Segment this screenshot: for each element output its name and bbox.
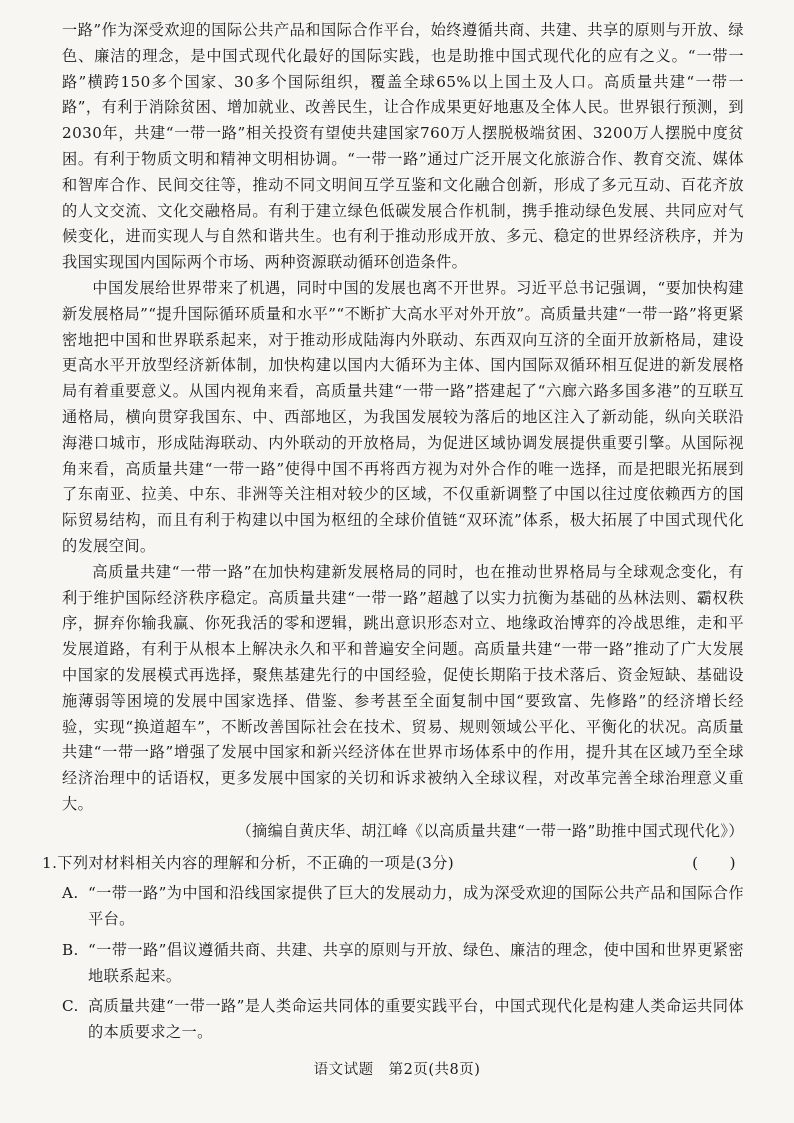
option-letter: A.	[62, 884, 79, 903]
option-b	[62, 938, 744, 990]
article-paragraph-3: 高质量共建“一带一路”在加快构建新发展格局的同时，也在推动世界格局与全球观念变化，有利于维护国际经济秩序稳定。高质量共建“一带一路”超越了以实力抗衡为基础的丛林法则、霸权秩序，摒弃你输我赢、你死我活的零和逻辑，跳出意识形态对立、地缘政治博弈的冷战思维，走和平发展道路，有利于从根本上解决永久和平和普遍安全问题。高质量共建“一带一路”推动了广大发展中国家的发展模式再选择，聚焦基建先行的中国经验，促使长期陷于技术落后、资金短缺、基础设施薄弱等困境的发展中国家选择、借鉴、参考甚至全面复制中国“要致富、先修路”的经济增长经验，实现“换道超车”，不断改善国际社会在技术、贸易、规则领域公平化、平衡化的状况。高质量共建“一带一路”增强了发展中国家和新兴经济体在世界市场体系中的作用，提升其在区域乃至全球经济治理中的话语权，更多发展中国家的关切和诉求被纳入全球议程，对改革完善全球治理意义重大。	[62, 562, 744, 813]
question-stem: 1.下列对材料相关内容的理解和分析，不正确的一项是(3分)	[42, 853, 455, 872]
question-stem-row	[42, 851, 744, 877]
page-footer: 语文试题 第2页(共8页)	[313, 1062, 481, 1078]
option-text: “一带一路”为中国和沿线国家提供了巨大的发展动力，成为深受欢迎的国际公共产品和国际合作平台。	[88, 884, 744, 929]
answer-parentheses: ( )	[692, 853, 736, 872]
option-c	[62, 994, 744, 1046]
article-body	[42, 18, 744, 1046]
option-text: “一带一路”倡议遵循共商、共建、共享的原则与开放、绿色、廉洁的理念，使中国和世界更紧密地联系起来。	[88, 940, 744, 985]
option-letter: B.	[62, 940, 79, 959]
article-paragraph-1: 一路”作为深受欢迎的国际公共产品和国际合作平台，始终遵循共商、共建、共享的原则与开放、绿色、廉洁的理念，是中国式现代化最好的国际实践，也是助推中国式现代化的应有之义。“一带一路”横跨150多个国家、30多个国际组织，覆盖全球65%以上国土及人口。高质量共建“一带一路”，有利于消除贫困、增加就业、改善民生，让合作成果更好地惠及全体人民。世界银行预测，到2030年，共建“一带一路”相关投资有望使共建国家760万人摆脱极端贫困、3200万人摆脱中度贫困。有利于物质文明和精神文明相协调。“一带一路”通过广泛开展文化旅游合作、教育交流、媒体和智库合作、民间交往等，推动不同文明间互学互鉴和文化融合创新，形成了多元互动、百花齐放的人文交流、文化交融格局。有利于建立绿色低碳发展合作机制，携手推动绿色发展、共同应对气候变化，进而实现人与自然和谐共生。也有利于推动形成开放、多元、稳定的世界经济秩序，并为我国实现国内国际两个市场、两种资源联动循环创造条件。	[62, 21, 744, 272]
article-paragraph-2: 中国发展给世界带来了机遇，同时中国的发展也离不开世界。习近平总书记强调，“要加快构建新发展格局”“提升国际循环质量和水平”“不断扩大高水平对外开放”。高质量共建“一带一路”将更紧密地把中国和世界联系起来，对于推动形成陆海内外联动、东西双向互济的全面开放新格局，建设更高水平开放型经济新体制，加快构建以国内大循环为主体、国内国际双循环相互促进的新发展格局有着重要意义。从国内视角来看，高质量共建“一带一路”搭建起了“六廊六路多国多港”的互联互通格局，横向贯穿我国东、中、西部地区，为我国发展较为落后的地区注入了新动能，纵向关联沿海港口城市，形成陆海联动、内外联动的开放格局，为促进区域协调发展提供重要引擎。从国际视角来看，高质量共建“一带一路”使得中国不再将西方视为对外合作的唯一选择，而是把眼光拓展到了东南亚、拉美、中东、非洲等关注相对较少的区域，不仅重新调整了中国以往过度依赖西方的国际贸易结构，而且有利于构建以中国为枢纽的全球价值链“双环流”体系，极大拓展了中国式现代化的发展空间。	[62, 278, 744, 555]
option-letter: C.	[62, 997, 79, 1016]
question-1	[42, 851, 744, 1047]
option-text: 高质量共建“一带一路”是人类命运共同体的重要实践平台，中国式现代化是构建人类命运共同体的本质要求之一。	[88, 997, 744, 1042]
option-a	[62, 881, 744, 933]
article-source: （摘编自黄庆华、胡江峰《以高质量共建“一带一路”助推中国式现代化》）	[236, 821, 744, 840]
